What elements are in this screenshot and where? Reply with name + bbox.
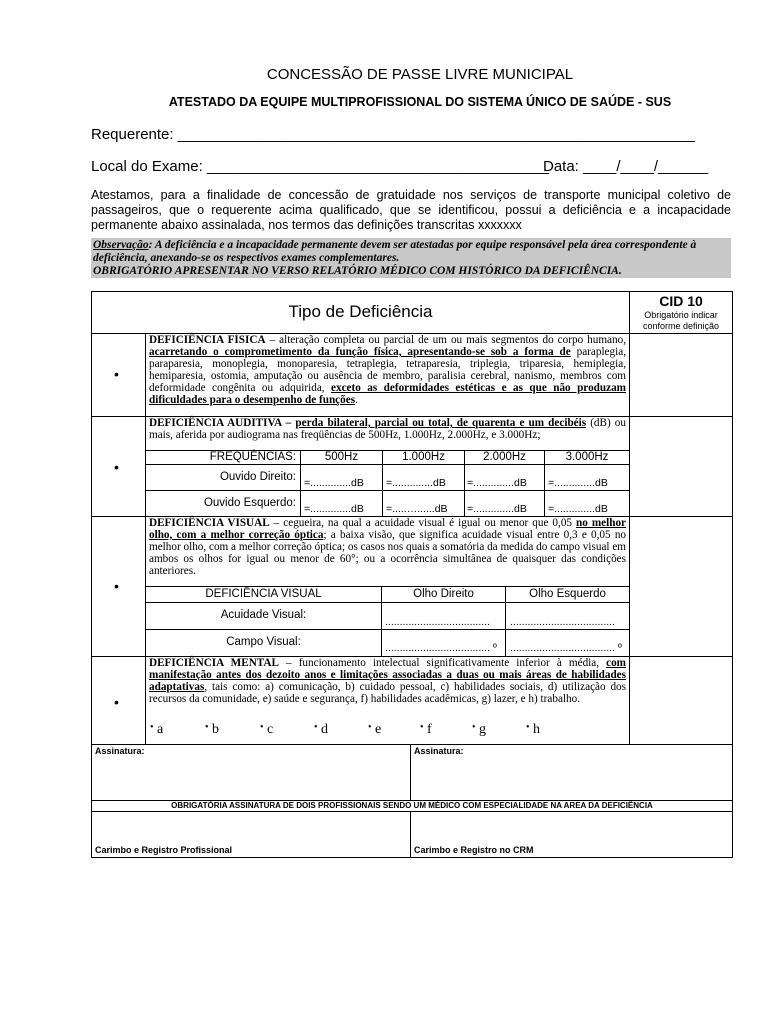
observation-text: : A deficiência e a incapacidade permanente devem ser atestadas por equipe responsável pela área correspondente à deficiência, anexando-se os respectivos exames complementares. [93, 239, 697, 264]
olho-direito-head: Olho Direito [413, 588, 474, 600]
option-b[interactable]: b [212, 722, 220, 737]
assinatura-right-area[interactable] [414, 758, 729, 798]
auditiva-title: DEFICIÊNCIA AUDITIVA – [149, 417, 292, 429]
od-1000-input[interactable]: =..............dB [386, 477, 446, 489]
form-title: CONCESSÃO DE PASSE LIVRE MUNICIPAL [266, 66, 574, 83]
od-3000-input[interactable]: =..............dB [548, 477, 608, 489]
requerente-blank[interactable]: ______________________________________________________________ [177, 126, 695, 143]
requerente-field[interactable] [91, 126, 695, 143]
freq-label: FREQUÊNCIAS: [209, 451, 296, 463]
obrigatoria-notice: OBRIGATÓRIA ASSINATURA DE DOIS PROFISSIONAIS SENDO UM MÉDICO COM ESPECIALIDADE NA AREA DA DEFICIÊNCIA [171, 801, 653, 810]
ouvido-direito-label: Ouvido Direito: [219, 471, 296, 483]
assinatura-right-label: Assinatura: [414, 746, 464, 756]
fisica-underline-1: acarretando o comprometimento da função física, apresentando-se sob a forma de [149, 345, 571, 358]
campo-oe-dots: .................................... [510, 642, 616, 654]
freq-1000: 1.000Hz [402, 451, 445, 463]
visual-title: DEFICIÊNCIA VISUAL [149, 517, 270, 529]
local-exame-field[interactable] [91, 158, 549, 175]
visual-text-2: ; a baixa visão, que significa acuidade visual entre 0,3 e 0,05 no melhor olho, com a melhor correção óptica; os casos nos quais a somatória da medida do campo visual em ambos os olhos for igual ou menor de 60°; ou a ocorrência simultânea de quaisquer das condições anteriores. [149, 528, 627, 577]
mental-title: DEFICIÊNCIA MENTAL [149, 657, 279, 669]
fisica-text-1: – alteração completa ou parcial de um ou mais segmentos do corpo humano, [265, 334, 626, 346]
auditiva-checkbox[interactable]: • [114, 459, 119, 475]
option-e[interactable]: e [375, 722, 382, 737]
option-e-dot[interactable]: • [368, 722, 372, 733]
fisica-checkbox[interactable]: • [114, 366, 119, 382]
freq-2000: 2.000Hz [483, 451, 526, 463]
table-heading: Tipo de Deficiência [288, 302, 433, 321]
option-f[interactable]: f [427, 722, 432, 737]
oe-500-input[interactable]: =..............dB [304, 503, 364, 515]
form-subtitle: ATESTADO DA EQUIPE MULTIPROFISSIONAL DO SISTEMA ÚNICO DE SAÚDE - SUS [168, 95, 672, 109]
option-b-dot[interactable]: • [205, 722, 209, 733]
option-a-dot[interactable]: • [150, 722, 154, 733]
option-h-dot[interactable]: • [526, 722, 530, 733]
visual-col-head: DEFICIÊNCIA VISUAL [205, 588, 322, 600]
mental-underline: com manifestação antes dos dezoito anos e limitações associadas a duas ou mais áreas de habilidades adaptativas [149, 657, 626, 693]
data-field[interactable]: Data: ____/____/______ [543, 158, 709, 175]
local-exame-label: Local do Exame: [91, 158, 203, 175]
option-g[interactable]: g [479, 722, 487, 737]
carimbo-crm-label: Carimbo e Registro no CRM [414, 845, 534, 855]
campo-oe-input[interactable] [510, 642, 622, 654]
assinatura-left-area[interactable] [95, 758, 407, 798]
oe-1000-input[interactable]: =.....…......dB [386, 503, 448, 515]
oe-2000-input[interactable]: =..............dB [467, 503, 527, 515]
campo-label: Campo Visual: [226, 636, 301, 648]
option-h[interactable]: h [533, 722, 541, 737]
option-c[interactable]: c [267, 722, 274, 737]
cid-note: Obrigatório indicar conforme definição [642, 310, 720, 331]
mental-text-1: – funcionamento intelectual significativamente inferior à média, [278, 657, 607, 669]
option-a[interactable]: a [157, 722, 164, 737]
fisica-text-2: paraplegia, paraparesia, monoplegia, monoparesia, tetraplegia, tetraparesia, triplegia, triparesia, hemiplegia, hemiparesia, ostomia, amputação ou ausência de membro, paralisia cerebral, nanismo, membros com deformidade congênita ou adquirida, [149, 345, 626, 394]
visual-text-1: – cegueira, na qual a acuidade visual é igual ou menor que 0,05 [269, 517, 577, 529]
auditiva-description [149, 418, 626, 442]
mental-description [149, 658, 626, 706]
observation-mandatory: OBRIGATÓRIO APRESENTAR NO VERSO RELATÓRIO MÉDICO COM HISTÓRICO DA DEFICIÊNCIA. [93, 265, 622, 277]
fisica-description [149, 335, 626, 406]
freq-500: 500Hz [324, 451, 359, 463]
option-g-dot[interactable]: • [472, 722, 476, 733]
campo-oe-degree: º [617, 642, 622, 654]
assinatura-left-label: Assinatura: [95, 746, 145, 756]
option-c-dot[interactable]: • [260, 722, 264, 733]
fisica-end: . [355, 393, 358, 406]
ouvido-esquerdo-label: Ouvido Esquerdo: [203, 497, 296, 509]
fisica-title: DEFICIÊNCIA FÍSICA [149, 334, 266, 346]
campo-od-input[interactable] [385, 642, 497, 654]
visual-description [149, 518, 626, 578]
mental-text-2: , tais como: a) comunicação, b) cuidado pessoal, c) habilidades sociais, d) utilização dos recursos da comunidade, e) saúde e segurança, f) habilidades acadêmicas, g) lazer, e h) trabalho. [149, 680, 626, 705]
intro-paragraph: Atestamos, para a finalidade de concessão de gratuidade nos serviços de transporte municipal coletivo de passageiros, que o requerente acima qualificado, que se identificou, possui a deficiência e a incapacidade permanente abaixo assinalada, nos termos das definições transcritas xxxxxxx [91, 188, 731, 232]
auditiva-underline: perda bilateral, parcial ou total, de quarenta e um decibéis [295, 417, 587, 429]
fisica-underline-2: exceto as deformidades estéticas e as que não produzam dificuldades para o desempenho de funções [149, 381, 626, 406]
campo-od-degree: º [492, 642, 497, 654]
observation-box [91, 238, 731, 278]
option-d-dot[interactable]: • [314, 722, 318, 733]
acuidade-label: Acuidade Visual: [220, 609, 307, 621]
oe-3000-input[interactable]: =..............dB [548, 503, 608, 515]
requerente-label: Requerente: [91, 126, 174, 143]
od-2000-input[interactable]: =..............dB [467, 477, 527, 489]
local-exame-blank[interactable]: _________________________________________ [206, 158, 549, 175]
acuidade-oe-input[interactable]: .................................... [510, 616, 616, 628]
observation-label: Observação [93, 239, 149, 251]
visual-checkbox[interactable]: • [114, 578, 119, 594]
option-d[interactable]: d [321, 722, 329, 737]
option-f-dot[interactable]: • [420, 722, 424, 733]
od-500-input[interactable]: =..............dB [304, 477, 364, 489]
carimbo-profissional-label: Carimbo e Registro Profissional [95, 845, 233, 855]
visual-underline: no melhor olho, com a melhor correção óptica [149, 517, 627, 541]
campo-od-dots: .................................... [385, 642, 491, 654]
auditiva-text: (dB) ou mais, aferida por audiograma nas freqüências de 500Hz, 1.000Hz, 2.000Hz, e 3.000Hz; [149, 417, 626, 441]
acuidade-od-input[interactable]: .................................... [385, 616, 491, 628]
mental-checkbox[interactable]: • [114, 694, 119, 710]
freq-3000: 3.000Hz [565, 451, 609, 463]
olho-esquerdo-head: Olho Esquerdo [529, 588, 606, 600]
cid-title: CID 10 [659, 293, 703, 309]
